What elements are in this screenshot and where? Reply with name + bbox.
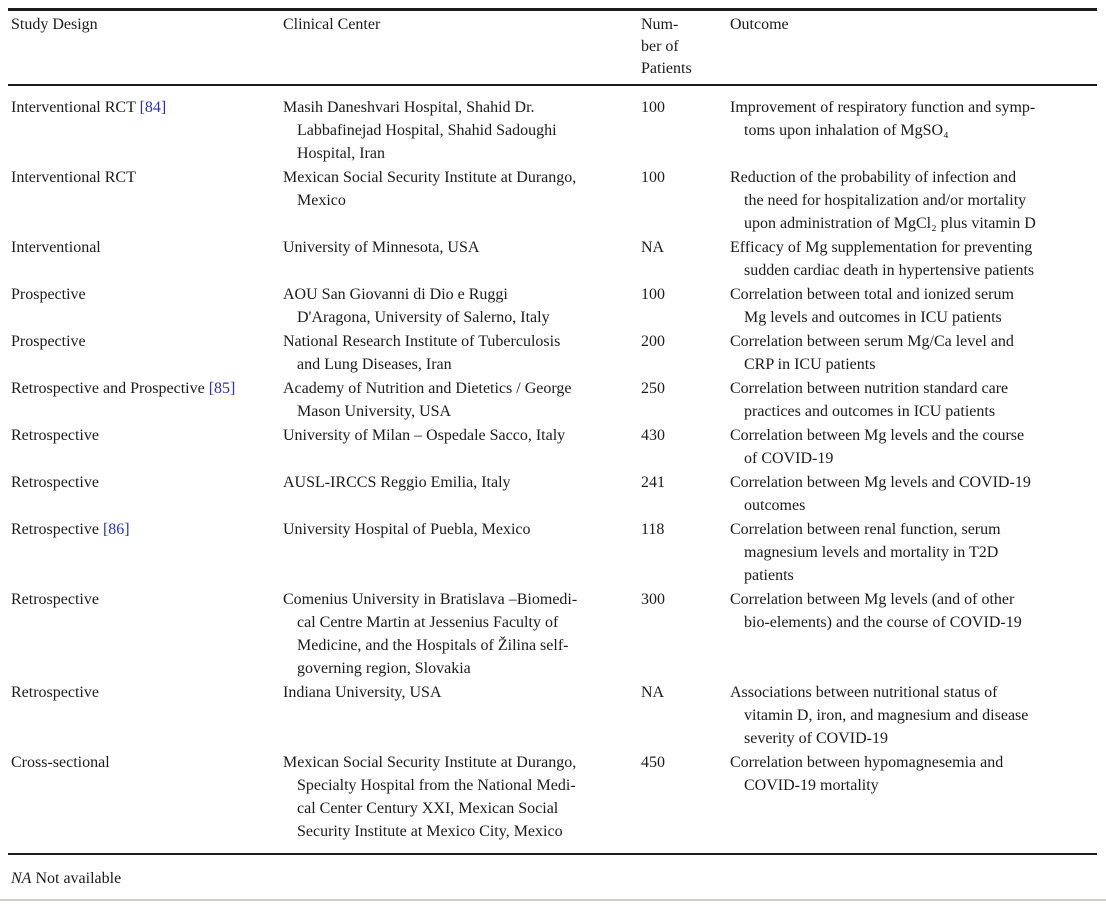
cell-line: Correlation between nutrition standard care — [730, 379, 1009, 397]
cell-line: University Hospital of Puebla, Mexico — [283, 520, 531, 538]
table-body — [8, 86, 1097, 853]
study-design-cell — [11, 166, 283, 235]
cell-line: 100 — [641, 98, 665, 116]
study-design-cell — [11, 518, 283, 587]
study-design-cell — [11, 283, 283, 329]
cell-line: Mexico — [297, 191, 346, 209]
cell-line: Mexican Social Security Institute at Durango, — [283, 168, 577, 186]
cell-line: 100 — [641, 168, 665, 186]
outcome-cell — [730, 681, 1097, 750]
cell-line: D'Aragona, University of Salerno, Italy — [297, 308, 550, 326]
cell-line: NA — [641, 683, 665, 701]
outcome-cell — [730, 424, 1097, 470]
study-design-cell — [11, 236, 283, 282]
cell-line: Indiana University, USA — [283, 683, 442, 701]
cell-line: Correlation between Mg levels (and of other — [730, 590, 1015, 608]
study-design-text: Retrospective — [11, 683, 99, 701]
cell-line: Reduction of the probability of infection and — [730, 168, 1017, 186]
study-design-text: Retrospective — [11, 590, 99, 608]
cell-line — [11, 377, 283, 400]
cell-line: Security Institute at Mexico City, Mexico — [297, 822, 563, 840]
patients-cell — [641, 681, 730, 750]
page-bottom-edge — [0, 899, 1106, 901]
cell-line: Academy of Nutrition and Dietetics / George — [283, 379, 572, 397]
cell-line: National Research Institute of Tuberculosis — [283, 332, 561, 350]
cell-line: Efficacy of Mg supplementation for preventing — [730, 238, 1033, 256]
patients-cell — [641, 283, 730, 329]
cell-line: Correlation between hypomagnesemia and — [730, 753, 1004, 771]
patients-cell — [641, 471, 730, 517]
cell-line: Mg levels and outcomes in ICU patients — [744, 308, 1002, 326]
table-header — [8, 11, 1097, 84]
cell-line: 450 — [641, 753, 665, 771]
study-table — [8, 8, 1097, 855]
cell-line: 100 — [641, 285, 665, 303]
column-header-outcome — [730, 14, 1097, 80]
study-design-text: Interventional RCT — [11, 98, 136, 116]
cell-line: practices and outcomes in ICU patients — [744, 402, 996, 420]
outcome-cell — [730, 283, 1097, 329]
outcome-cell — [730, 236, 1097, 282]
clinical-center-cell — [283, 283, 641, 329]
study-design-cell — [11, 471, 283, 517]
outcome-cell — [730, 751, 1097, 843]
cell-line: 250 — [641, 379, 665, 397]
outcome-cell — [730, 166, 1097, 235]
cell-line: Patients — [641, 59, 692, 77]
footnote-text: Not available — [35, 869, 122, 887]
cell-line: 430 — [641, 426, 665, 444]
study-design-text: Retrospective — [11, 473, 99, 491]
patients-cell — [641, 330, 730, 376]
table-bottom-rule — [8, 853, 1097, 855]
cell-line: Masih Daneshvari Hospital, Shahid Dr. — [283, 98, 535, 116]
study-design-cell — [11, 588, 283, 680]
cell-line: Correlation between serum Mg/Ca level and — [730, 332, 1014, 350]
cell-line: Correlation between total and ionized serum — [730, 285, 1014, 303]
table-footnote — [11, 868, 1097, 890]
cell-line: Num- — [641, 15, 679, 33]
clinical-center-cell — [283, 471, 641, 517]
cell-line: Study Design — [11, 15, 98, 33]
table-row — [8, 166, 1097, 235]
patients-cell — [641, 377, 730, 423]
outcome-cell — [730, 96, 1097, 165]
cell-line — [11, 471, 283, 494]
table-row — [8, 377, 1097, 423]
clinical-center-cell — [283, 377, 641, 423]
cell-line: severity of COVID-19 — [744, 729, 888, 747]
table-row — [8, 283, 1097, 329]
clinical-center-cell — [283, 588, 641, 680]
cell-line: AOU San Giovanni di Dio e Ruggi — [283, 285, 508, 303]
table-row — [8, 471, 1097, 517]
study-design-cell — [11, 96, 283, 165]
citation-link[interactable]: [86] — [102, 520, 130, 538]
study-design-text: Retrospective and Prospective — [11, 379, 205, 397]
footnote-abbr: NA — [11, 869, 32, 887]
cell-line: University of Minnesota, USA — [283, 238, 480, 256]
table-row — [8, 236, 1097, 282]
cell-line: Medicine, and the Hospitals of Žilina self- — [297, 636, 569, 654]
column-header-clinical-center — [283, 14, 641, 80]
cell-line: 241 — [641, 473, 665, 491]
cell-line: CRP in ICU patients — [744, 355, 876, 373]
clinical-center-cell — [283, 751, 641, 843]
table-row — [8, 681, 1097, 750]
cell-line: cal Centre Martin at Jessenius Faculty of — [297, 613, 559, 631]
cell-line — [11, 518, 283, 541]
patients-cell — [641, 588, 730, 680]
clinical-center-cell — [283, 236, 641, 282]
outcome-cell — [730, 471, 1097, 517]
clinical-center-cell — [283, 681, 641, 750]
cell-line: NA — [641, 238, 665, 256]
table-row — [8, 96, 1097, 165]
cell-line: the need for hospitalization and/or mortality — [744, 191, 1027, 209]
clinical-center-cell — [283, 518, 641, 587]
cell-line: University of Milan – Ospedale Sacco, Italy — [283, 426, 566, 444]
cell-line: Clinical Center — [283, 15, 381, 33]
table-row — [8, 751, 1097, 843]
study-design-text: Retrospective — [11, 426, 99, 444]
cell-line: Mexican Social Security Institute at Durango, — [283, 753, 577, 771]
cell-line: Mason University, USA — [297, 402, 452, 420]
cell-line: sudden cardiac death in hypertensive patients — [744, 261, 1035, 279]
patients-cell — [641, 96, 730, 165]
study-design-cell — [11, 330, 283, 376]
cell-line — [11, 424, 283, 447]
study-design-cell — [11, 681, 283, 750]
table-row — [8, 518, 1097, 587]
outcome-cell — [730, 588, 1097, 680]
cell-line: 200 — [641, 332, 665, 350]
citation-link[interactable]: [85] — [208, 379, 236, 397]
table-row — [8, 424, 1097, 470]
cell-line: magnesium levels and mortality in T2D — [744, 543, 999, 561]
cell-line: Hospital, Iran — [297, 144, 385, 162]
cell-line: Improvement of respiratory function and symp- — [730, 98, 1036, 116]
cell-line: bio-elements) and the course of COVID-19 — [744, 613, 1022, 631]
cell-line: and Lung Diseases, Iran — [297, 355, 452, 373]
cell-line: AUSL-IRCCS Reggio Emilia, Italy — [283, 473, 511, 491]
cell-line: upon administration of MgCl₂ plus vitamin D — [744, 214, 1036, 232]
study-design-text: Cross-sectional — [11, 753, 110, 771]
study-design-text: Interventional — [11, 238, 101, 256]
cell-line — [11, 330, 283, 353]
study-design-cell — [11, 424, 283, 470]
study-design-text: Interventional RCT — [11, 168, 136, 186]
cell-line: Labbafinejad Hospital, Shahid Sadoughi — [297, 121, 557, 139]
cell-line — [11, 236, 283, 259]
clinical-center-cell — [283, 330, 641, 376]
cell-line: toms upon inhalation of MgSO₄ — [744, 121, 949, 139]
outcome-cell — [730, 377, 1097, 423]
cell-line: Comenius University in Bratislava –Biomedi- — [283, 590, 578, 608]
patients-cell — [641, 236, 730, 282]
outcome-cell — [730, 330, 1097, 376]
table-row — [8, 588, 1097, 680]
column-header-study-design — [11, 14, 283, 80]
cell-line: Associations between nutritional status of — [730, 683, 998, 701]
cell-line: COVID-19 mortality — [744, 776, 879, 794]
patients-cell — [641, 166, 730, 235]
study-design-cell — [11, 377, 283, 423]
study-design-text: Retrospective — [11, 520, 99, 538]
cell-line: Correlation between Mg levels and COVID-19 — [730, 473, 1031, 491]
column-header-number-of-patients — [641, 14, 730, 80]
cell-line: Correlation between Mg levels and the course — [730, 426, 1025, 444]
table-row — [8, 330, 1097, 376]
cell-line: of COVID-19 — [744, 449, 834, 467]
cell-line: outcomes — [744, 496, 806, 514]
cell-line: patients — [744, 566, 794, 584]
cell-line: ber of — [641, 37, 679, 55]
cell-line — [11, 681, 283, 704]
patients-cell — [641, 424, 730, 470]
cell-line: Specialty Hospital from the National Medi- — [297, 776, 576, 794]
cell-line — [11, 751, 283, 774]
header-row — [8, 11, 1097, 84]
study-design-cell — [11, 751, 283, 843]
study-design-text: Prospective — [11, 332, 86, 350]
cell-line — [11, 96, 283, 119]
citation-link[interactable]: [84] — [139, 98, 167, 116]
outcome-cell — [730, 518, 1097, 587]
cell-line: 300 — [641, 590, 665, 608]
cell-line: Correlation between renal function, serum — [730, 520, 1001, 538]
cell-line — [11, 283, 283, 306]
patients-cell — [641, 518, 730, 587]
cell-line: cal Center Century XXI, Mexican Social — [297, 799, 559, 817]
clinical-center-cell — [283, 424, 641, 470]
cell-line: vitamin D, iron, and magnesium and disease — [744, 706, 1029, 724]
cell-line — [11, 588, 283, 611]
clinical-center-cell — [283, 166, 641, 235]
cell-line: 118 — [641, 520, 665, 538]
clinical-center-cell — [283, 96, 641, 165]
cell-line: Outcome — [730, 15, 789, 33]
cell-line — [11, 166, 283, 189]
patients-cell — [641, 751, 730, 843]
cell-line: governing region, Slovakia — [297, 659, 471, 677]
study-design-text: Prospective — [11, 285, 86, 303]
